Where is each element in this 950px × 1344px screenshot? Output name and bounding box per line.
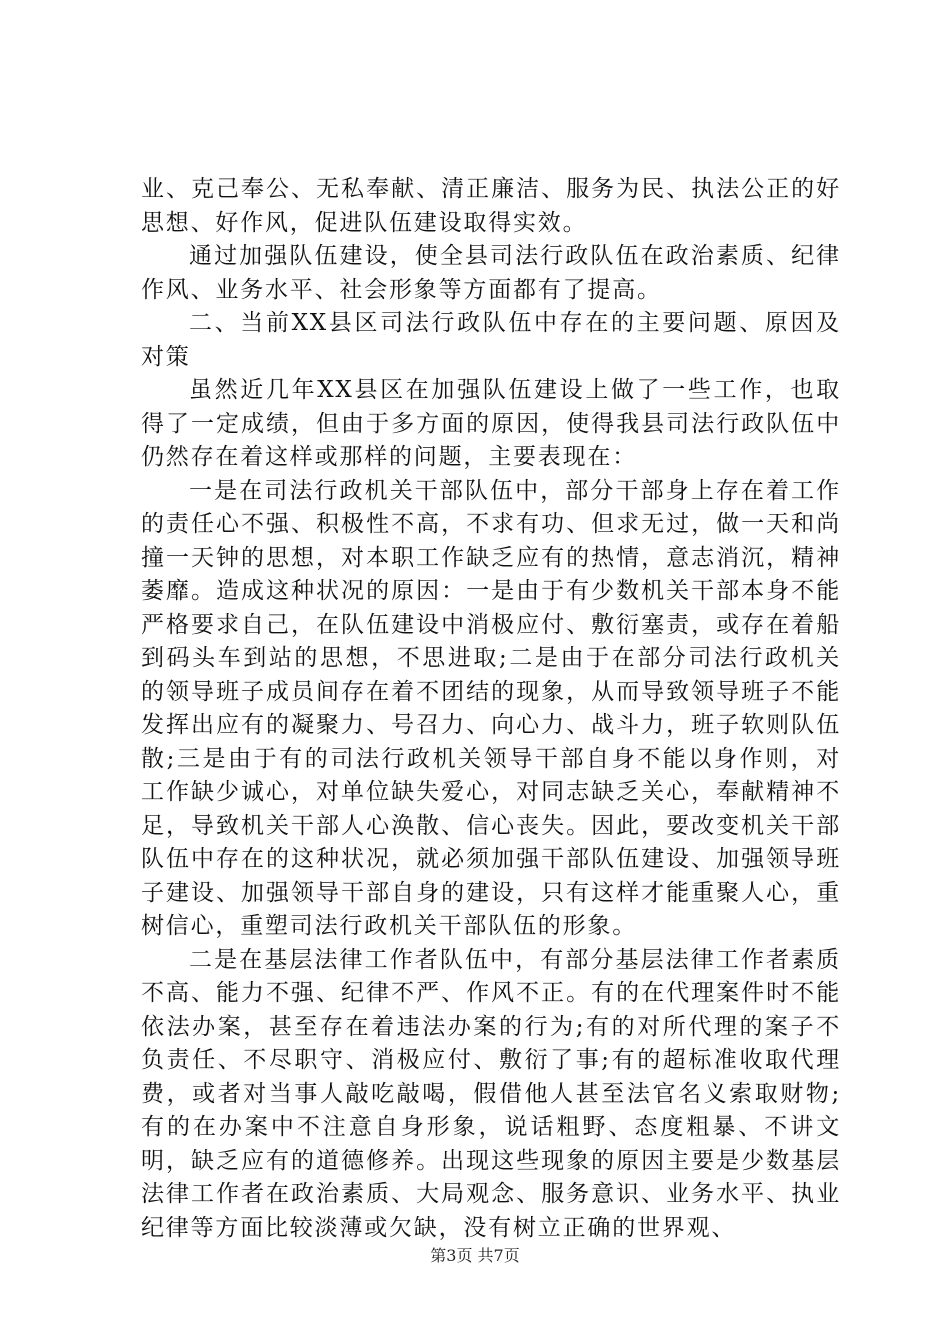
section-heading: 二、当前XX县区司法行政队伍中存在的主要问题、原因及对策	[141, 310, 841, 370]
paragraph-summary: 通过加强队伍建设，使全县司法行政队伍在政治素质、纪律作风、业务水平、社会形象等方面都有了提高。	[141, 243, 841, 303]
paragraph-issue-two: 二是在基层法律工作者队伍中，有部分基层法律工作者素质不高、能力不强、纪律不严、作风不正。有的在代理案件时不能依法办案，甚至存在着违法办案的行为;有的对所代理的案子不负责任、不尽职守、消极应付、敷衍了事;有的超标准收取代理费，或者对当事人敲吃敲喝，假借他人甚至法官名义索取财物;有的在办案中不注意自身形象，说话粗野、态度粗暴、不讲文明，缺乏应有的道德修养。出现这些现象的原因主要是少数基层法律工作者在政治素质、大局观念、服务意识、业务水平、执业纪律等方面比较淡薄或欠缺，没有树立正确的世界观、	[141, 946, 841, 1241]
paragraph-continuation: 业、克己奉公、无私奉献、清正廉洁、服务为民、执法公正的好思想、好作风，促进队伍建设取得实效。	[141, 176, 841, 236]
paragraph-issue-one: 一是在司法行政机关干部队伍中，部分干部身上存在着工作的责任心不强、积极性不高，不求有功、但求无过，做一天和尚撞一天钟的思想，对本职工作缺乏应有的热情，意志消沉，精神萎靡。造成这种状况的原因：一是由于有少数机关干部本身不能严格要求自己，在队伍建设中消极应付、敷衍塞责，或存在着船到码头车到站的思想，不思进取;二是由于在部分司法行政机关的领导班子成员间存在着不团结的现象，从而导致领导班子不能发挥出应有的凝聚力、号召力、向心力、战斗力，班子软则队伍散;三是由于有的司法行政机关领导干部自身不能以身作则，对工作缺少诚心，对单位缺失爱心，对同志缺乏关心，奉献精神不足，导致机关干部人心涣散、信心丧失。因此，要改变机关干部队伍中存在的这种状况，就必须加强干部队伍建设、加强领导班子建设、加强领导干部自身的建设，只有这样才能重聚人心，重树信心，重塑司法行政机关干部队伍的形象。	[141, 477, 841, 939]
paragraph-intro: 虽然近几年XX县区在加强队伍建设上做了一些工作，也取得了一定成绩，但由于多方面的原因，使得我县司法行政队伍中仍然存在着这样或那样的问题，主要表现在：	[141, 377, 841, 470]
document-body	[141, 173, 841, 1245]
page-footer: 第3页 共7页	[430, 1246, 520, 1265]
